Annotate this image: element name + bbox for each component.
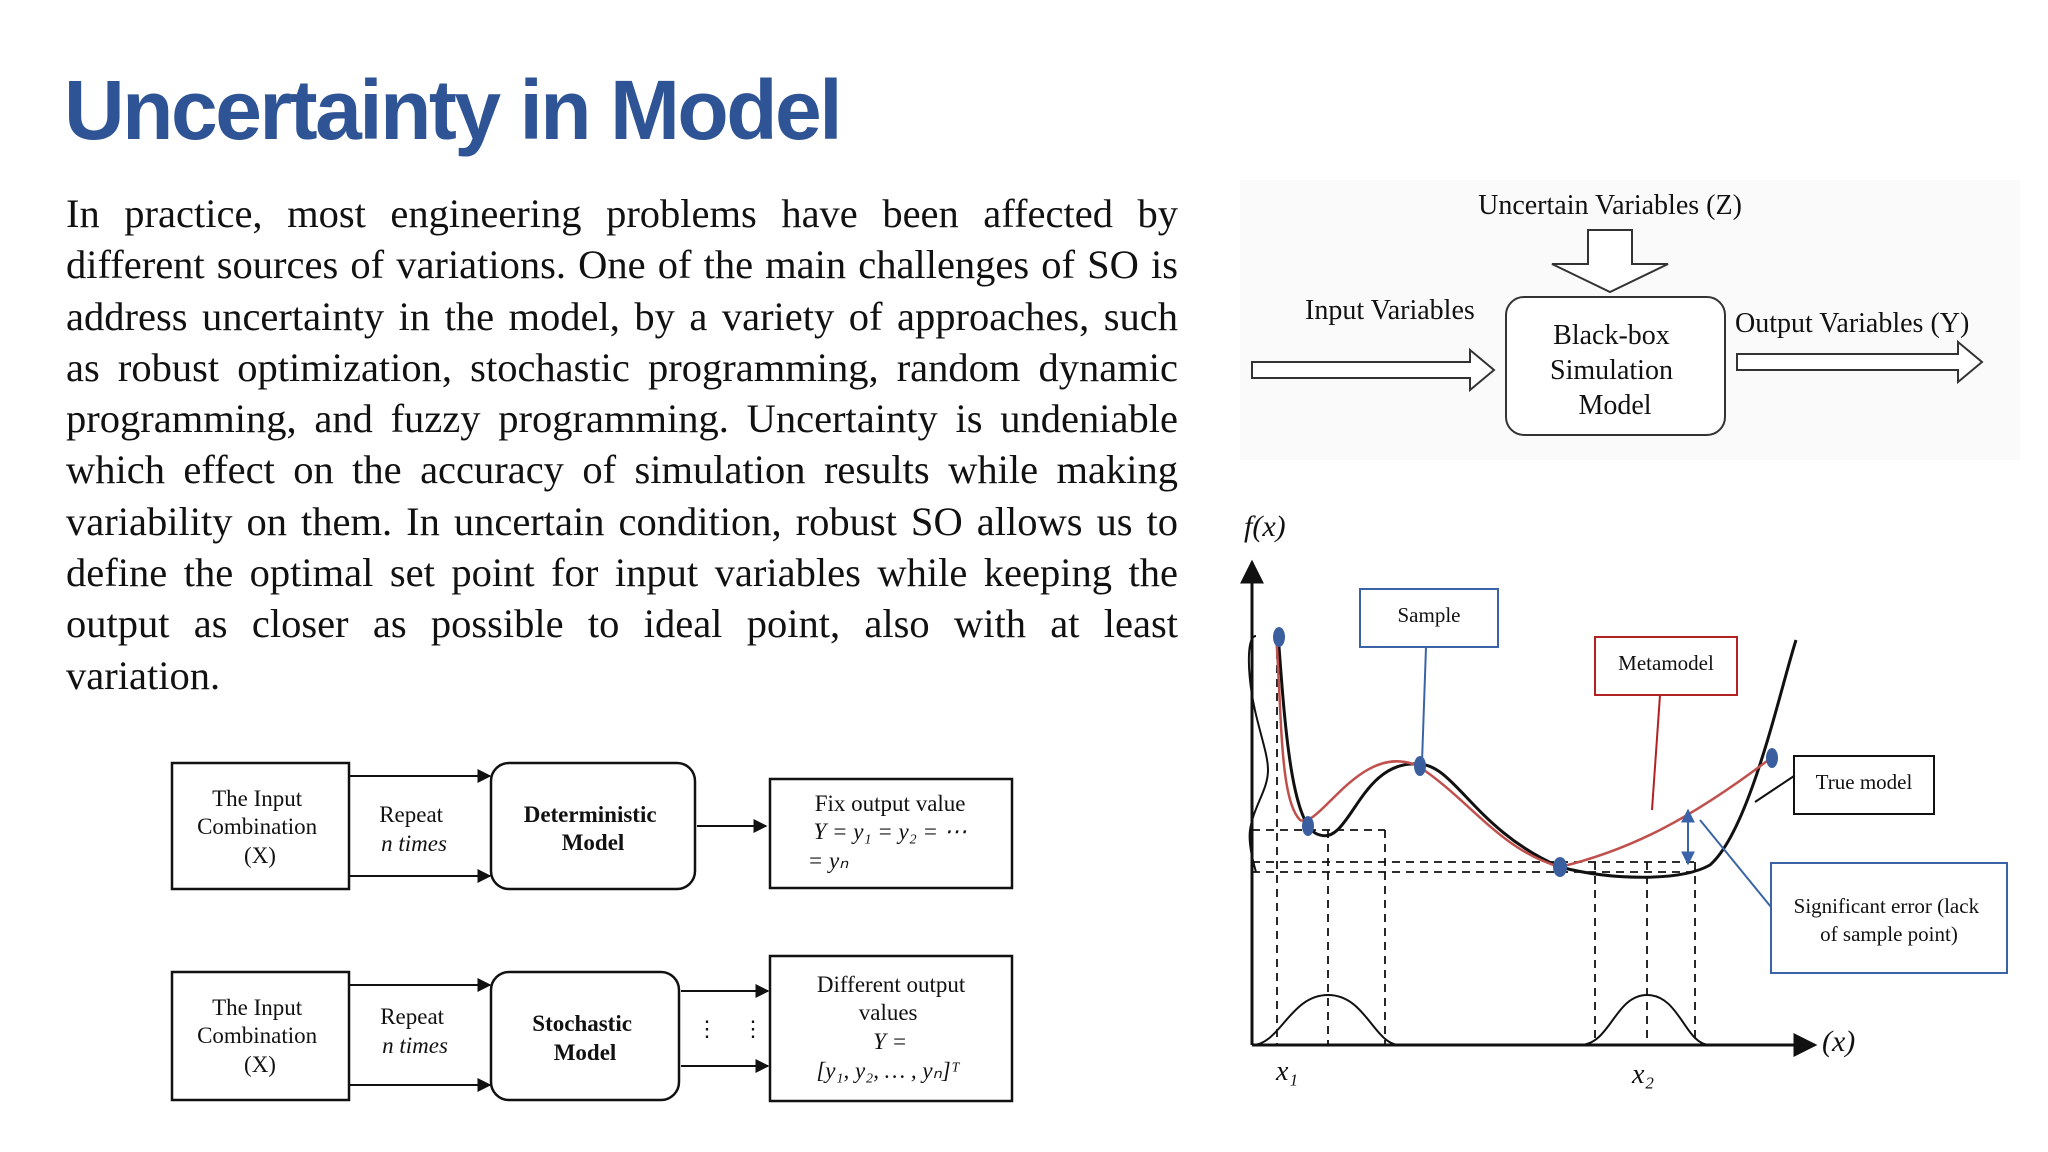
x2-label: x₂ — [1632, 1059, 1655, 1090]
sample-point-3 — [1414, 756, 1426, 776]
blackbox-model-text: Black-box Simulation Model — [1550, 320, 1673, 421]
fix-output-text: Fix output value Y = y₁ = y₂ = ⋯ = yₙ — [807, 791, 967, 873]
dots-right: ⋮ — [742, 1016, 764, 1041]
uncertain-variables-label: Uncertain Variables (Z) — [1478, 190, 1742, 221]
svg-text:Sample: Sample — [1397, 603, 1461, 627]
stochastic-model-box — [491, 972, 679, 1100]
metamodel-callout — [1595, 637, 1737, 810]
stochastic-model-text: Stochastic Model — [532, 1011, 632, 1065]
stochastic-row — [172, 956, 1012, 1101]
different-output-text: Different output values Y = [y₁, y₂, … , yₙ]ᵀ — [816, 972, 966, 1083]
x2-distribution-curve — [1580, 995, 1710, 1045]
deterministic-model-text: Deterministic Model — [523, 802, 657, 855]
svg-text:Significant error (lack: Significant error (lack of sample point) — [1793, 894, 1980, 946]
slide-title: Uncertainty in Model — [64, 63, 841, 157]
x1-distribution-curve — [1252, 995, 1400, 1045]
input-box-1-text: The Input Combination (X) — [197, 786, 318, 868]
svg-text:Metamodel: Metamodel — [1618, 651, 1714, 675]
svg-text:True model: True model — [1815, 770, 1913, 794]
output-variables-label: Output Variables (Y) — [1735, 308, 1970, 339]
repeat-label-1: Repeat n times — [379, 802, 447, 856]
metamodel-chart — [1240, 500, 2040, 1100]
guide-lines — [1252, 637, 1695, 1045]
y-axis-label: f(x) — [1244, 510, 1286, 543]
dots-left: ⋮ — [696, 1016, 718, 1041]
sample-callout — [1360, 589, 1498, 762]
deterministic-row — [172, 763, 1012, 889]
x-axis-label: (x) — [1822, 1025, 1856, 1058]
input-box-2-text: The Input Combination (X) — [197, 995, 318, 1077]
significant-error-callout — [1700, 820, 2007, 973]
repeat-label-2: Repeat n times — [380, 1004, 448, 1058]
sample-point-4 — [1553, 857, 1567, 877]
sample-point-1 — [1273, 627, 1285, 647]
blackbox-diagram — [1240, 180, 2020, 460]
input-variables-label: Input Variables — [1305, 295, 1475, 326]
flow-diagram — [160, 750, 1040, 1120]
sample-point-5 — [1766, 748, 1778, 768]
true-model-callout — [1755, 756, 1934, 814]
sample-point-2 — [1302, 816, 1314, 836]
body-paragraph: In practice, most engineering problems have been affected by different sources of variations. One of the main challenges of SO is address uncertainty in the model, by a variety of approaches, such as robust optimization, stochastic programming, random dynamic programming, and fuzzy programming. Uncertainty is undeniable which effect on the accuracy of simulation results while making variability on them. In uncertain condition, robust SO allows us to define the optimal set point for input variables while keeping the output as closer as possible to ideal point, also with at least variation. — [66, 191, 1178, 698]
x1-label: x₁ — [1276, 1056, 1299, 1087]
